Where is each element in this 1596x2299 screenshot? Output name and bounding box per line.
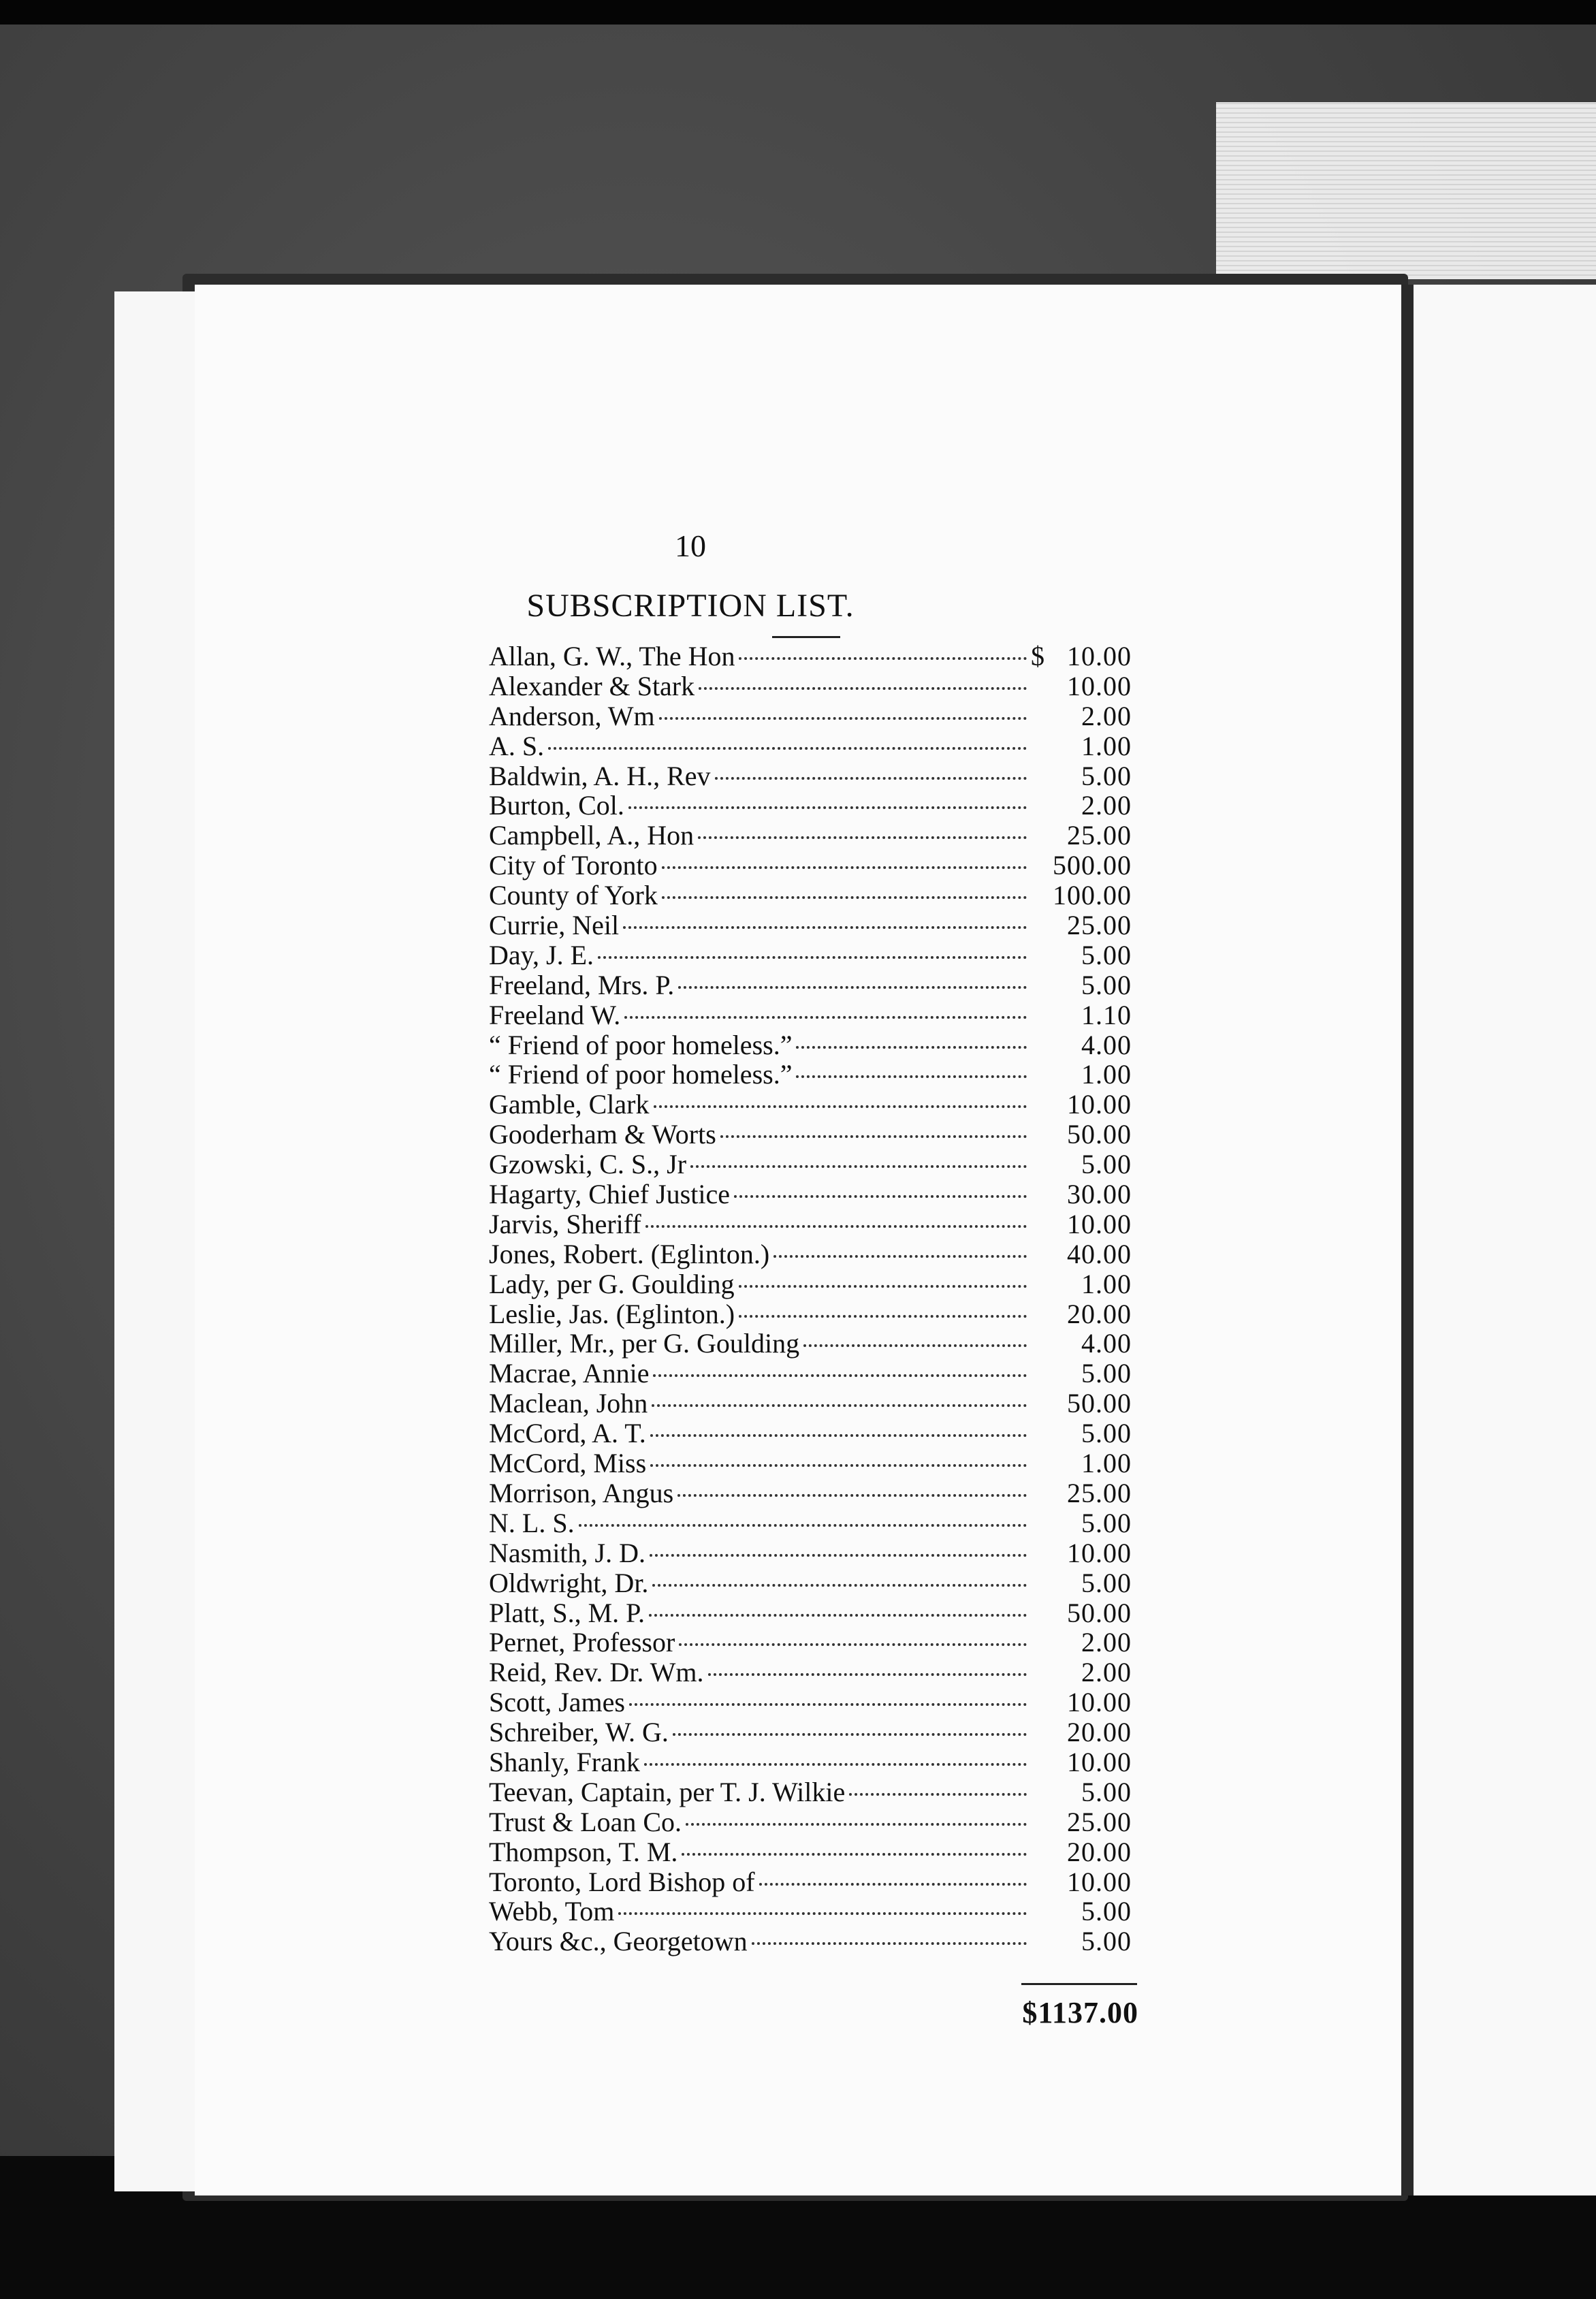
subscription-amount: 5.00 (1081, 1926, 1132, 1957)
dot-leader (650, 1464, 1027, 1467)
subscription-amount: 1.00 (1081, 1448, 1132, 1479)
list-item (489, 1120, 1132, 1150)
list-item (489, 1179, 1132, 1209)
dot-leader (803, 1344, 1027, 1347)
subscriber-name: Anderson, Wm (489, 700, 655, 731)
subscription-amount: 10.00 (1067, 1687, 1132, 1718)
list-item (489, 1090, 1132, 1120)
subscriber-name: Lady, per G. Goulding (489, 1268, 735, 1299)
list-item (489, 970, 1132, 1000)
subscriber-name: Teevan, Captain, per T. J. Wilkie (489, 1776, 846, 1807)
list-item (489, 1150, 1132, 1179)
dot-leader (682, 1853, 1027, 1856)
subscription-amount: 10.00 (1067, 1208, 1132, 1239)
subscription-amount: 500.00 (1053, 850, 1132, 881)
subscriber-name: City of Toronto (489, 850, 658, 881)
list-item (489, 761, 1132, 791)
left-sheet-edge (114, 291, 197, 2191)
subscription-amount: 5.00 (1081, 1149, 1132, 1180)
list-item (489, 1658, 1132, 1687)
subscription-amount: 1.10 (1081, 999, 1132, 1030)
subscriber-name: Jones, Robert. (Eglinton.) (489, 1238, 770, 1269)
subscription-amount: 30.00 (1067, 1179, 1132, 1210)
list-item (489, 1747, 1132, 1777)
list-item (489, 641, 1132, 671)
subscription-amount: 4.00 (1081, 1328, 1132, 1359)
list-item (489, 1269, 1132, 1299)
subscriber-name: Macrae, Annie (489, 1358, 650, 1389)
list-item (489, 940, 1132, 970)
dot-leader (773, 1255, 1027, 1258)
scan-top-border (0, 0, 1596, 25)
dot-leader (796, 1046, 1027, 1049)
subscription-amount: 4.00 (1081, 1029, 1132, 1060)
dot-leader (659, 717, 1027, 720)
subscriber-name: Scott, James (489, 1687, 625, 1718)
list-item (489, 701, 1132, 731)
list-item (489, 1807, 1132, 1837)
subscriber-name: Gamble, Clark (489, 1089, 650, 1120)
list-item (489, 821, 1132, 851)
list-item (489, 1389, 1132, 1418)
list-item (489, 1568, 1132, 1598)
subscriber-name: Baldwin, A. H., Rev (489, 760, 711, 791)
dot-leader (673, 1733, 1027, 1736)
subscriber-name: Gzowski, C. S., Jr (489, 1149, 687, 1180)
subscriber-name: McCord, Miss (489, 1448, 647, 1479)
subscription-amount: 10.00 (1067, 1746, 1132, 1777)
subscriber-name: Platt, S., M. P. (489, 1597, 645, 1628)
subscriber-name: Morrison, Angus (489, 1477, 674, 1508)
subscriber-name: N. L. S. (489, 1507, 575, 1538)
dot-leader (734, 1195, 1027, 1198)
dot-leader (686, 1823, 1027, 1826)
subscriber-name: Allan, G. W., The Hon (489, 641, 735, 671)
dot-leader (679, 1643, 1027, 1646)
dot-leader (652, 1404, 1027, 1407)
dot-leader (644, 1763, 1027, 1766)
subscription-amount: 5.00 (1081, 939, 1132, 970)
dot-leader (652, 1584, 1027, 1587)
subscription-amount: 20.00 (1067, 1717, 1132, 1748)
list-item (489, 1418, 1132, 1448)
subscription-amount: 25.00 (1067, 910, 1132, 941)
dot-leader (598, 956, 1027, 959)
list-item (489, 881, 1132, 910)
subscription-amount: 1.00 (1081, 1059, 1132, 1090)
subscription-amount: 5.00 (1081, 1507, 1132, 1538)
dot-leader (662, 866, 1027, 869)
subscription-amount: 5.00 (1081, 760, 1132, 791)
subscriber-name: Shanly, Frank (489, 1746, 640, 1777)
subscription-amount: 25.00 (1067, 1806, 1132, 1837)
subscription-amount: 5.00 (1081, 1776, 1132, 1807)
list-item (489, 1687, 1132, 1717)
subscription-amount: 10.00 (1067, 1537, 1132, 1568)
subscriber-name: Alexander & Stark (489, 670, 695, 701)
subscriber-name: Hagarty, Chief Justice (489, 1179, 730, 1210)
sum-rule (1021, 1983, 1137, 1985)
subscriber-name: Schreiber, W. G. (489, 1717, 669, 1748)
facing-page-edge (1414, 285, 1596, 2195)
dot-leader (759, 1883, 1027, 1886)
dot-leader (739, 657, 1027, 660)
subscriber-name: “ Friend of poor homeless.” (489, 1029, 793, 1060)
dot-leader (650, 1434, 1027, 1437)
list-item (489, 791, 1132, 821)
subscriber-name: County of York (489, 880, 658, 911)
dot-leader (629, 1703, 1027, 1706)
dot-leader (654, 1105, 1027, 1108)
dot-leader (752, 1942, 1027, 1945)
subscription-amount: 1.00 (1081, 1268, 1132, 1299)
subscription-amount: 10.00 (1067, 1089, 1132, 1120)
list-item (489, 851, 1132, 881)
dot-leader (739, 1285, 1027, 1288)
subscriber-name: Maclean, John (489, 1388, 648, 1419)
subscriber-name: Trust & Loan Co. (489, 1806, 682, 1837)
dot-leader (548, 747, 1027, 750)
dot-leader (796, 1075, 1027, 1078)
dot-leader (677, 1494, 1027, 1497)
subscriber-name: Miller, Mr., per G. Goulding (489, 1328, 800, 1359)
subscription-amount: 20.00 (1067, 1836, 1132, 1867)
subscriber-name: Toronto, Lord Bishop of (489, 1866, 755, 1897)
dot-leader (618, 1912, 1027, 1915)
subscriber-name: Nasmith, J. D. (489, 1537, 645, 1568)
list-item (489, 1299, 1132, 1329)
list-item (489, 1448, 1132, 1478)
subscriber-name: Campbell, A., Hon (489, 820, 695, 851)
subscriber-name: Jarvis, Sheriff (489, 1208, 641, 1239)
dot-leader (624, 1016, 1027, 1019)
dot-leader (628, 806, 1027, 809)
dot-leader (708, 1673, 1027, 1676)
subscription-amount: 5.00 (1081, 1418, 1132, 1449)
list-item (489, 1628, 1132, 1658)
list-item (489, 731, 1132, 761)
subscription-amount: 50.00 (1067, 1388, 1132, 1419)
subscription-amount: 40.00 (1067, 1238, 1132, 1269)
dot-leader (720, 1135, 1027, 1138)
list-item (489, 1060, 1132, 1090)
subscriber-name: A. S. (489, 730, 545, 761)
list-item (489, 1508, 1132, 1538)
list-item (489, 1538, 1132, 1568)
dot-leader (715, 777, 1027, 780)
subscription-amount: 2.00 (1081, 1627, 1132, 1658)
list-item (489, 1329, 1132, 1359)
subscription-list (489, 641, 1132, 1956)
subscription-amount: 2.00 (1081, 790, 1132, 821)
title-rule (772, 636, 840, 638)
dot-leader (650, 1554, 1027, 1557)
subscriber-name: Currie, Neil (489, 910, 620, 941)
list-item (489, 910, 1132, 940)
subscription-amount: 2.00 (1081, 700, 1132, 731)
subscriber-name: Webb, Tom (489, 1896, 615, 1927)
list-item (489, 1239, 1132, 1269)
subscription-amount: 100.00 (1053, 880, 1132, 911)
subscription-amount: 10.00 (1067, 1866, 1132, 1897)
subscription-amount: 5.00 (1081, 969, 1132, 1000)
subscriber-name: Yours &c., Georgetown (489, 1926, 748, 1957)
subscriber-name: Pernet, Professor (489, 1627, 675, 1658)
subscription-amount: 10.00 (1067, 641, 1132, 671)
subscriber-name: “ Friend of poor homeless.” (489, 1059, 793, 1090)
subscriber-name: Freeland, Mrs. P. (489, 969, 675, 1000)
subscription-amount: 25.00 (1067, 1477, 1132, 1508)
list-item (489, 1478, 1132, 1508)
subscriber-name: McCord, A. T. (489, 1418, 646, 1449)
dot-leader (623, 926, 1027, 929)
list-item (489, 1209, 1132, 1239)
book-gutter (1401, 285, 1414, 2195)
subscriber-name: Freeland W. (489, 999, 621, 1030)
list-item (489, 1927, 1132, 1956)
subscriber-name: Leslie, Jas. (Eglinton.) (489, 1298, 735, 1329)
subscriber-name: Burton, Col. (489, 790, 624, 821)
subscription-amount: 25.00 (1067, 820, 1132, 851)
subscriber-name: Day, J. E. (489, 939, 594, 970)
page-number: 10 (675, 528, 706, 563)
subscription-amount: 50.00 (1067, 1119, 1132, 1150)
dot-leader (645, 1225, 1027, 1228)
subscriber-name: Thompson, T. M. (489, 1836, 678, 1867)
subscription-amount: 10.00 (1067, 670, 1132, 701)
dot-leader (690, 1165, 1027, 1168)
list-item (489, 1030, 1132, 1060)
list-item (489, 1359, 1132, 1389)
list-item (489, 1897, 1132, 1927)
list-item (489, 1000, 1132, 1030)
subscription-amount: 1.00 (1081, 730, 1132, 761)
dot-leader (678, 986, 1027, 989)
dot-leader (579, 1524, 1027, 1527)
dot-leader (662, 896, 1027, 899)
list-item (489, 671, 1132, 701)
subscription-amount: 5.00 (1081, 1567, 1132, 1598)
subscription-amount: 2.00 (1081, 1657, 1132, 1688)
page-title: SUBSCRIPTION LIST. (526, 588, 855, 624)
list-item (489, 1717, 1132, 1747)
list-item (489, 1837, 1132, 1867)
dot-leader (653, 1374, 1027, 1377)
subscription-amount: 20.00 (1067, 1298, 1132, 1329)
list-item (489, 1598, 1132, 1628)
subscriber-name: Reid, Rev. Dr. Wm. (489, 1657, 704, 1688)
total-amount: $1137.00 (1022, 1996, 1138, 2029)
paper-strip (1216, 102, 1596, 279)
dot-leader (849, 1793, 1027, 1796)
subscription-amount: 5.00 (1081, 1358, 1132, 1389)
dot-leader (698, 836, 1027, 839)
subscriber-name: Oldwright, Dr. (489, 1567, 649, 1598)
subscriber-name: Gooderham & Worts (489, 1119, 716, 1150)
list-item (489, 1867, 1132, 1897)
dot-leader (699, 687, 1027, 690)
list-item (489, 1777, 1132, 1807)
dot-leader (739, 1315, 1027, 1318)
subscription-amount: 50.00 (1067, 1597, 1132, 1628)
subscription-amount: 5.00 (1081, 1896, 1132, 1927)
dot-leader (649, 1614, 1027, 1617)
currency-symbol: $ (1031, 641, 1044, 671)
